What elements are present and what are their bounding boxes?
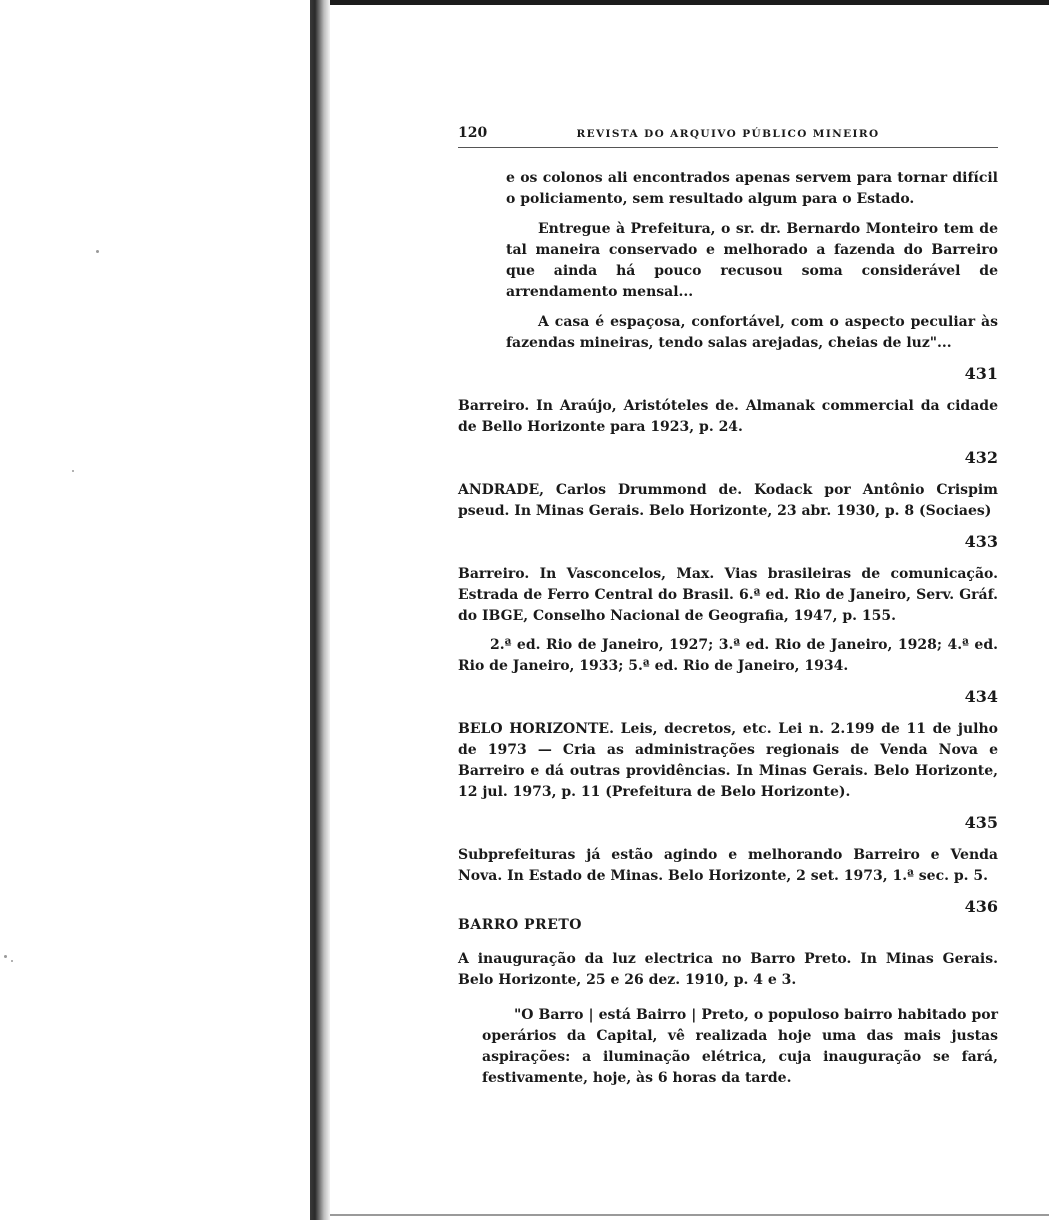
- entry-number: 435: [964, 813, 998, 832]
- book-page: [458, 125, 998, 1089]
- scan-bottom-edge: [330, 1214, 1049, 1216]
- entry-citation: A inauguração da luz electrica no Barro Preto. In Minas Gerais. Belo Horizonte, 25 e 26 dez. 1910, p. 4 e 3.: [458, 951, 998, 988]
- entry-citation: ANDRADE, Carlos Drummond de. Kodack por Antônio Crispim pseud. In Minas Gerais. Belo Horizonte, 23 abr. 1930, p. 8 (Sociaes): [458, 482, 998, 519]
- section-heading: BARRO PRETO: [458, 917, 582, 933]
- scan-speck: [4, 955, 7, 958]
- entry-number: 436: [964, 897, 998, 916]
- scan-speck: [11, 960, 13, 962]
- entry-number: 434: [964, 687, 998, 706]
- entry-citation: BELO HORIZONTE. Leis, decretos, etc. Lei n. 2.199 de 11 de julho de 1973 — Cria as administrações regionais de Venda Nova e Barreiro e dá outras providências. In Minas Gerais. Belo Horizonte, 12 jul. 1973, p. 11 (Prefeitura de Belo Horizonte).: [458, 721, 998, 800]
- entry-citation: Subprefeituras já estão agindo e melhorando Barreiro e Venda Nova. In Estado de Minas. Belo Horizonte, 2 set. 1973, 1.ª sec. p. 5.: [458, 847, 998, 884]
- scan-speck: [96, 250, 99, 253]
- page-number: 120: [458, 125, 488, 141]
- entry-number: 431: [964, 364, 998, 383]
- entry-number: 432: [964, 448, 998, 467]
- quote-paragraph: Entregue à Prefeitura, o sr. dr. Bernardo Monteiro tem de tal maneira conservado e melhorado a fazenda do Barreiro que ainda há pouco recusou soma considerável de arrendamento mensal...: [506, 221, 998, 300]
- book-spine-shadow: [310, 0, 330, 1220]
- quote-paragraph: A casa é espaçosa, confortável, com o aspecto peculiar às fazendas mineiras, tendo salas arejadas, cheias de luz"...: [506, 314, 998, 351]
- quote-paragraph: e os colonos ali encontrados apenas servem para tornar difícil o policiamento, sem resultado algum para o Estado.: [506, 170, 998, 207]
- running-title: REVISTA DO ARQUIVO PÚBLICO MINEIRO: [576, 128, 880, 140]
- scan-speck: [72, 470, 74, 472]
- scan-top-edge: [310, 0, 1049, 5]
- quote-paragraph: "O Barro | está Bairro | Preto, o populoso bairro habitado por operários da Capital, vê realizada hoje uma das mais justas aspirações: a iluminação elétrica, cuja inauguração se fará, festivamente, hoje, às 6 horas da tarde.: [482, 1007, 998, 1086]
- page-header: [458, 125, 998, 148]
- entry-note: 2.ª ed. Rio de Janeiro, 1927; 3.ª ed. Rio de Janeiro, 1928; 4.ª ed. Rio de Janeiro, 1933; 5.ª ed. Rio de Janeiro, 1934.: [458, 637, 998, 674]
- entry-citation: Barreiro. In Araújo, Aristóteles de. Almanak commercial da cidade de Bello Horizonte para 1923, p. 24.: [458, 398, 998, 435]
- quote-continuation: [458, 168, 998, 354]
- entry-citation: Barreiro. In Vasconcelos, Max. Vias brasileiras de comunicação. Estrada de Ferro Central do Brasil. 6.ª ed. Rio de Janeiro, Serv. Gráf. do IBGE, Conselho Nacional de Geografia, 1947, p. 155.: [458, 566, 998, 624]
- entry-number: 433: [964, 532, 998, 551]
